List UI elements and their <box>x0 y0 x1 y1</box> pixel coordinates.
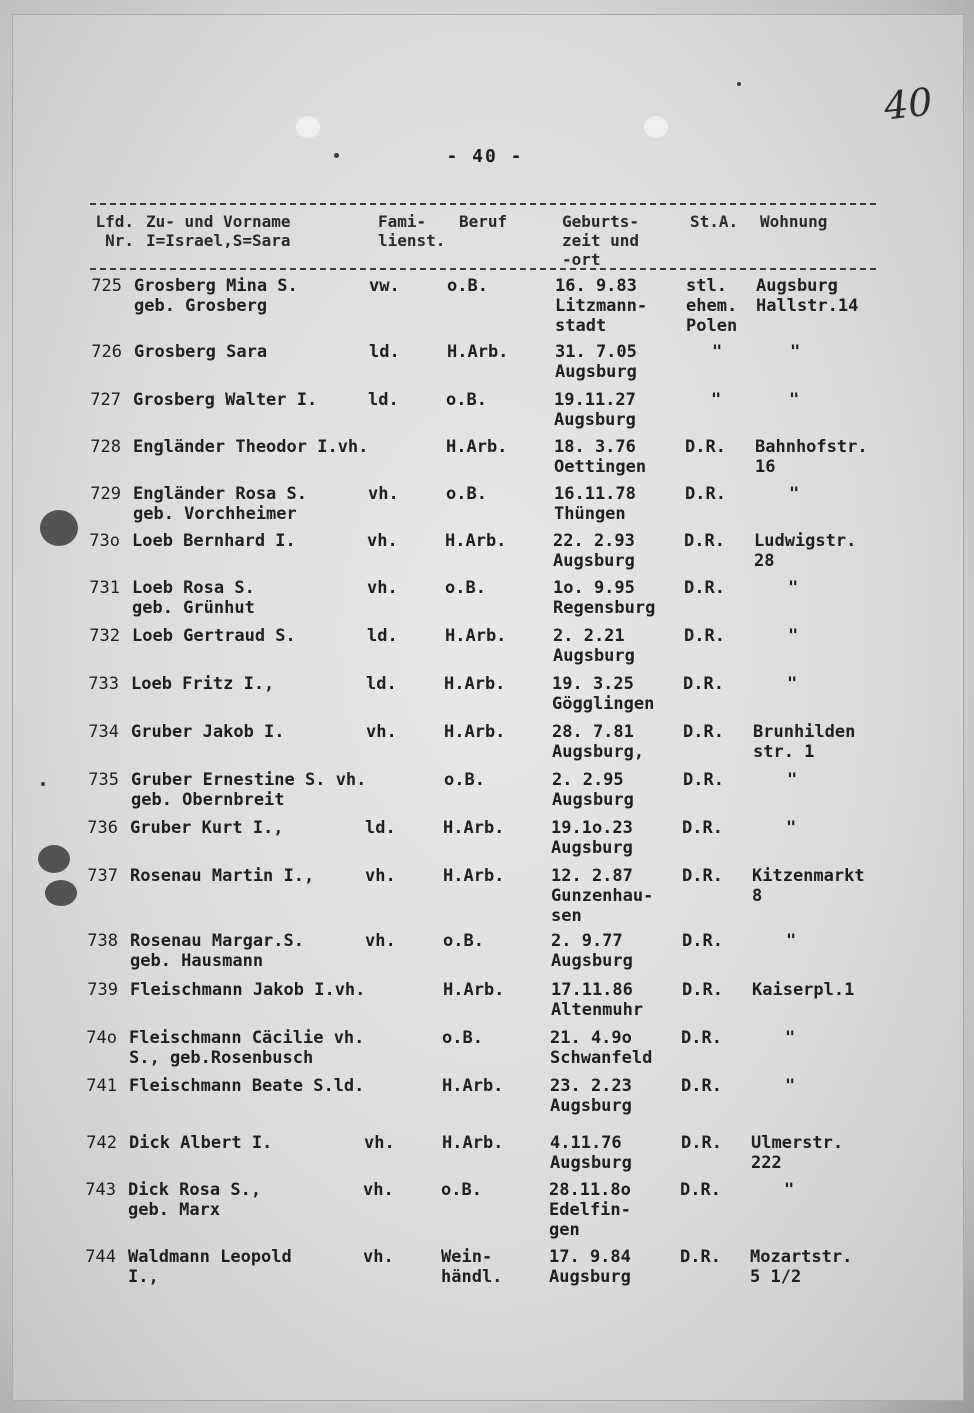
ink-speck <box>334 153 339 158</box>
row-geburt: 16. 9.83 Litzmann- stadt <box>555 276 648 336</box>
top-divider <box>90 203 876 205</box>
table-row <box>0 674 971 720</box>
row-name: Gruber Jakob I. <box>131 722 285 742</box>
row-staatsangehoerigkeit: D.R. <box>684 531 725 551</box>
row-wohnung: Kitzenmarkt 8 <box>752 866 865 906</box>
row-geburt: 2. 9.77 Augsburg <box>551 931 633 971</box>
paper-smudge <box>644 116 668 138</box>
row-staatsangehoerigkeit: D.R. <box>682 866 723 886</box>
row-geburt: 19. 3.25 Gögglingen <box>552 674 655 714</box>
table-row <box>0 980 970 1026</box>
row-staatsangehoerigkeit: D.R. <box>684 578 725 598</box>
header-name: Zu- und Vorname I=Israel,S=Sara <box>146 212 291 250</box>
row-name: Engländer Rosa S. geb. Vorchheimer <box>133 484 307 524</box>
row-wohnung: Bahnhofstr. 16 <box>755 437 868 477</box>
row-beruf: o.B. <box>441 1180 482 1200</box>
row-beruf: o.B. <box>446 390 487 410</box>
table-row <box>0 276 974 336</box>
row-geburt: 31. 7.05 Augsburg <box>555 342 637 382</box>
row-familienstand: ld. <box>369 342 400 362</box>
row-name: Fleischmann Beate S.ld. <box>129 1076 365 1096</box>
row-geburt: 22. 2.93 Augsburg <box>553 531 635 571</box>
row-staatsangehoerigkeit: D.R. <box>683 674 724 694</box>
row-geburt: 18. 3.76 Oettingen <box>554 437 647 477</box>
row-beruf: H.Arb. <box>447 342 509 362</box>
table-row <box>0 531 972 577</box>
row-number: 74o <box>86 1028 117 1048</box>
row-wohnung: " <box>789 390 800 410</box>
row-name: Gruber Ernestine S. vh. geb. Obernbreit <box>131 770 367 810</box>
row-staatsangehoerigkeit: D.R. <box>682 931 723 951</box>
table-row <box>0 1133 969 1179</box>
row-wohnung: Augsburg Hallstr.14 <box>756 276 859 316</box>
row-number: 735 <box>88 770 119 790</box>
row-beruf: o.B. <box>442 1028 483 1048</box>
table-row <box>0 484 973 530</box>
ink-speck <box>737 82 741 86</box>
row-staatsangehoerigkeit: D.R. <box>685 437 726 457</box>
row-name: Loeb Fritz I., <box>131 674 275 694</box>
row-wohnung: Mozartstr. 5 1/2 <box>750 1247 853 1287</box>
row-name: Rosenau Margar.S. geb. Hausmann <box>130 931 304 971</box>
row-familienstand: vh. <box>363 1247 394 1267</box>
row-geburt: 17. 9.84 Augsburg <box>549 1247 631 1287</box>
row-number: 742 <box>86 1133 117 1153</box>
row-familienstand: ld. <box>367 626 398 646</box>
row-beruf: H.Arb. <box>445 626 507 646</box>
row-staatsangehoerigkeit: D.R. <box>684 626 725 646</box>
row-number: 734 <box>88 722 119 742</box>
row-number: 726 <box>91 342 122 362</box>
table-row <box>0 866 970 926</box>
table-row <box>0 722 971 768</box>
table-row <box>0 770 971 816</box>
row-staatsangehoerigkeit: D.R. <box>681 1076 722 1096</box>
row-name: Grosberg Sara <box>134 342 268 362</box>
row-beruf: H.Arb. <box>444 674 506 694</box>
row-familienstand: vh. <box>363 1180 394 1200</box>
row-familienstand: vh. <box>368 484 399 504</box>
header-nr: Lfd. Nr. <box>95 212 134 250</box>
row-number: 732 <box>89 626 120 646</box>
table-row <box>0 1180 968 1240</box>
table-row <box>0 342 974 388</box>
row-wohnung: " <box>786 818 797 838</box>
row-name: Rosenau Martin I., <box>130 866 315 886</box>
row-wohnung: Ludwigstr. 28 <box>754 531 857 571</box>
row-staatsangehoerigkeit: D.R. <box>682 818 723 838</box>
row-wohnung: " <box>790 342 801 362</box>
row-number: 729 <box>90 484 121 504</box>
row-geburt: 17.11.86 Altenmuhr <box>551 980 644 1020</box>
row-familienstand: vh. <box>367 578 398 598</box>
row-name: Loeb Gertraud S. <box>132 626 296 646</box>
row-geburt: 28.11.8o Edelfin- gen <box>549 1180 631 1240</box>
row-beruf: H.Arb. <box>446 437 508 457</box>
row-wohnung: Ulmerstr. 222 <box>751 1133 844 1173</box>
row-familienstand: ld. <box>368 390 399 410</box>
row-familienstand: ld. <box>366 674 397 694</box>
row-staatsangehoerigkeit: stl. ehem. Polen <box>686 276 738 336</box>
row-geburt: 1o. 9.95 Regensburg <box>553 578 656 618</box>
row-wohnung: Brunhilden str. 1 <box>753 722 856 762</box>
header-divider <box>90 268 876 270</box>
row-beruf: o.B. <box>443 931 484 951</box>
row-familienstand: vh. <box>365 931 396 951</box>
row-staatsangehoerigkeit: " <box>711 390 722 410</box>
row-familienstand: vh. <box>366 722 397 742</box>
row-wohnung: " <box>788 626 799 646</box>
row-geburt: 21. 4.9o Schwanfeld <box>550 1028 653 1068</box>
row-name: Grosberg Mina S. geb. Grosberg <box>134 276 298 316</box>
row-geburt: 19.1o.23 Augsburg <box>551 818 633 858</box>
table-row <box>0 818 970 864</box>
table-row <box>0 390 973 436</box>
row-familienstand: vw. <box>369 276 400 296</box>
row-staatsangehoerigkeit: D.R. <box>683 770 724 790</box>
row-wohnung: " <box>788 578 799 598</box>
row-beruf: H.Arb. <box>443 980 505 1000</box>
row-number: 739 <box>87 980 118 1000</box>
row-beruf: H.Arb. <box>442 1076 504 1096</box>
row-number: 744 <box>85 1247 116 1267</box>
row-beruf: H.Arb. <box>443 866 505 886</box>
row-number: 73o <box>89 531 120 551</box>
row-geburt: 19.11.27 Augsburg <box>554 390 636 430</box>
row-geburt: 16.11.78 Thüngen <box>554 484 636 524</box>
table-row <box>0 1076 969 1122</box>
row-number: 736 <box>87 818 118 838</box>
row-wohnung: " <box>785 1076 796 1096</box>
header-staatsangehoerigkeit: St.A. <box>690 212 739 231</box>
row-name: Loeb Bernhard I. <box>132 531 296 551</box>
row-number: 743 <box>85 1180 116 1200</box>
row-beruf: H.Arb. <box>442 1133 504 1153</box>
row-beruf: o.B. <box>444 770 485 790</box>
row-wohnung: " <box>784 1180 795 1200</box>
row-number: 737 <box>87 866 118 886</box>
row-geburt: 12. 2.87 Gunzenhau- sen <box>551 866 654 926</box>
row-name: Loeb Rosa S. geb. Grünhut <box>132 578 255 618</box>
row-staatsangehoerigkeit: D.R. <box>681 1133 722 1153</box>
row-familienstand: vh. <box>364 1133 395 1153</box>
header-familienstand: Fami- lienst. <box>378 212 446 250</box>
row-name: Gruber Kurt I., <box>130 818 284 838</box>
row-number: 741 <box>86 1076 117 1096</box>
row-familienstand: vh. <box>365 866 396 886</box>
row-number: 731 <box>89 578 120 598</box>
row-familienstand: vh. <box>367 531 398 551</box>
row-geburt: 4.11.76 Augsburg <box>550 1133 632 1173</box>
row-name: Dick Rosa S., geb. Marx <box>128 1180 262 1220</box>
row-staatsangehoerigkeit: D.R. <box>685 484 726 504</box>
row-wohnung: " <box>787 674 798 694</box>
row-number: 733 <box>88 674 119 694</box>
row-beruf: Wein- händl. <box>441 1247 503 1287</box>
table-row <box>0 626 972 672</box>
header-wohnung: Wohnung <box>760 212 828 231</box>
row-staatsangehoerigkeit: D.R. <box>680 1180 721 1200</box>
page-number: - 40 - <box>446 146 524 167</box>
row-staatsangehoerigkeit: D.R. <box>682 980 723 1000</box>
row-number: 725 <box>91 276 122 296</box>
row-wohnung: " <box>785 1028 796 1048</box>
row-beruf: H.Arb. <box>444 722 506 742</box>
table-row <box>0 437 973 483</box>
row-beruf: o.B. <box>446 484 487 504</box>
row-number: 738 <box>87 931 118 951</box>
row-name: Fleischmann Jakob I.vh. <box>130 980 366 1000</box>
header-beruf: Beruf <box>459 212 508 231</box>
table-row <box>0 931 970 977</box>
row-name: Engländer Theodor I.vh. <box>133 437 369 457</box>
row-beruf: H.Arb. <box>443 818 505 838</box>
row-staatsangehoerigkeit: " <box>712 342 723 362</box>
handwritten-page-number: 40 <box>881 79 935 129</box>
row-name: Grosberg Walter I. <box>133 390 318 410</box>
row-number: 727 <box>90 390 121 410</box>
row-beruf: o.B. <box>447 276 488 296</box>
row-geburt: 2. 2.21 Augsburg <box>553 626 635 666</box>
table-row <box>0 578 972 624</box>
header-geburt: Geburts- zeit und -ort <box>562 212 640 269</box>
row-staatsangehoerigkeit: D.R. <box>681 1028 722 1048</box>
row-name: Waldmann Leopold I., <box>128 1247 292 1287</box>
row-wohnung: Kaiserpl.1 <box>752 980 855 1000</box>
row-familienstand: ld. <box>365 818 396 838</box>
row-wohnung: " <box>789 484 800 504</box>
row-wohnung: " <box>787 770 798 790</box>
row-wohnung: " <box>786 931 797 951</box>
paper-smudge <box>296 116 320 138</box>
row-staatsangehoerigkeit: D.R. <box>683 722 724 742</box>
row-beruf: o.B. <box>445 578 486 598</box>
row-geburt: 23. 2.23 Augsburg <box>550 1076 632 1116</box>
row-staatsangehoerigkeit: D.R. <box>680 1247 721 1267</box>
table-row <box>0 1028 969 1074</box>
row-number: 728 <box>90 437 121 457</box>
row-geburt: 2. 2.95 Augsburg <box>552 770 634 810</box>
table-row <box>0 1247 968 1293</box>
row-beruf: H.Arb. <box>445 531 507 551</box>
row-name: Fleischmann Cäcilie vh. S., geb.Rosenbusch <box>129 1028 365 1068</box>
row-name: Dick Albert I. <box>129 1133 273 1153</box>
row-geburt: 28. 7.81 Augsburg, <box>552 722 645 762</box>
